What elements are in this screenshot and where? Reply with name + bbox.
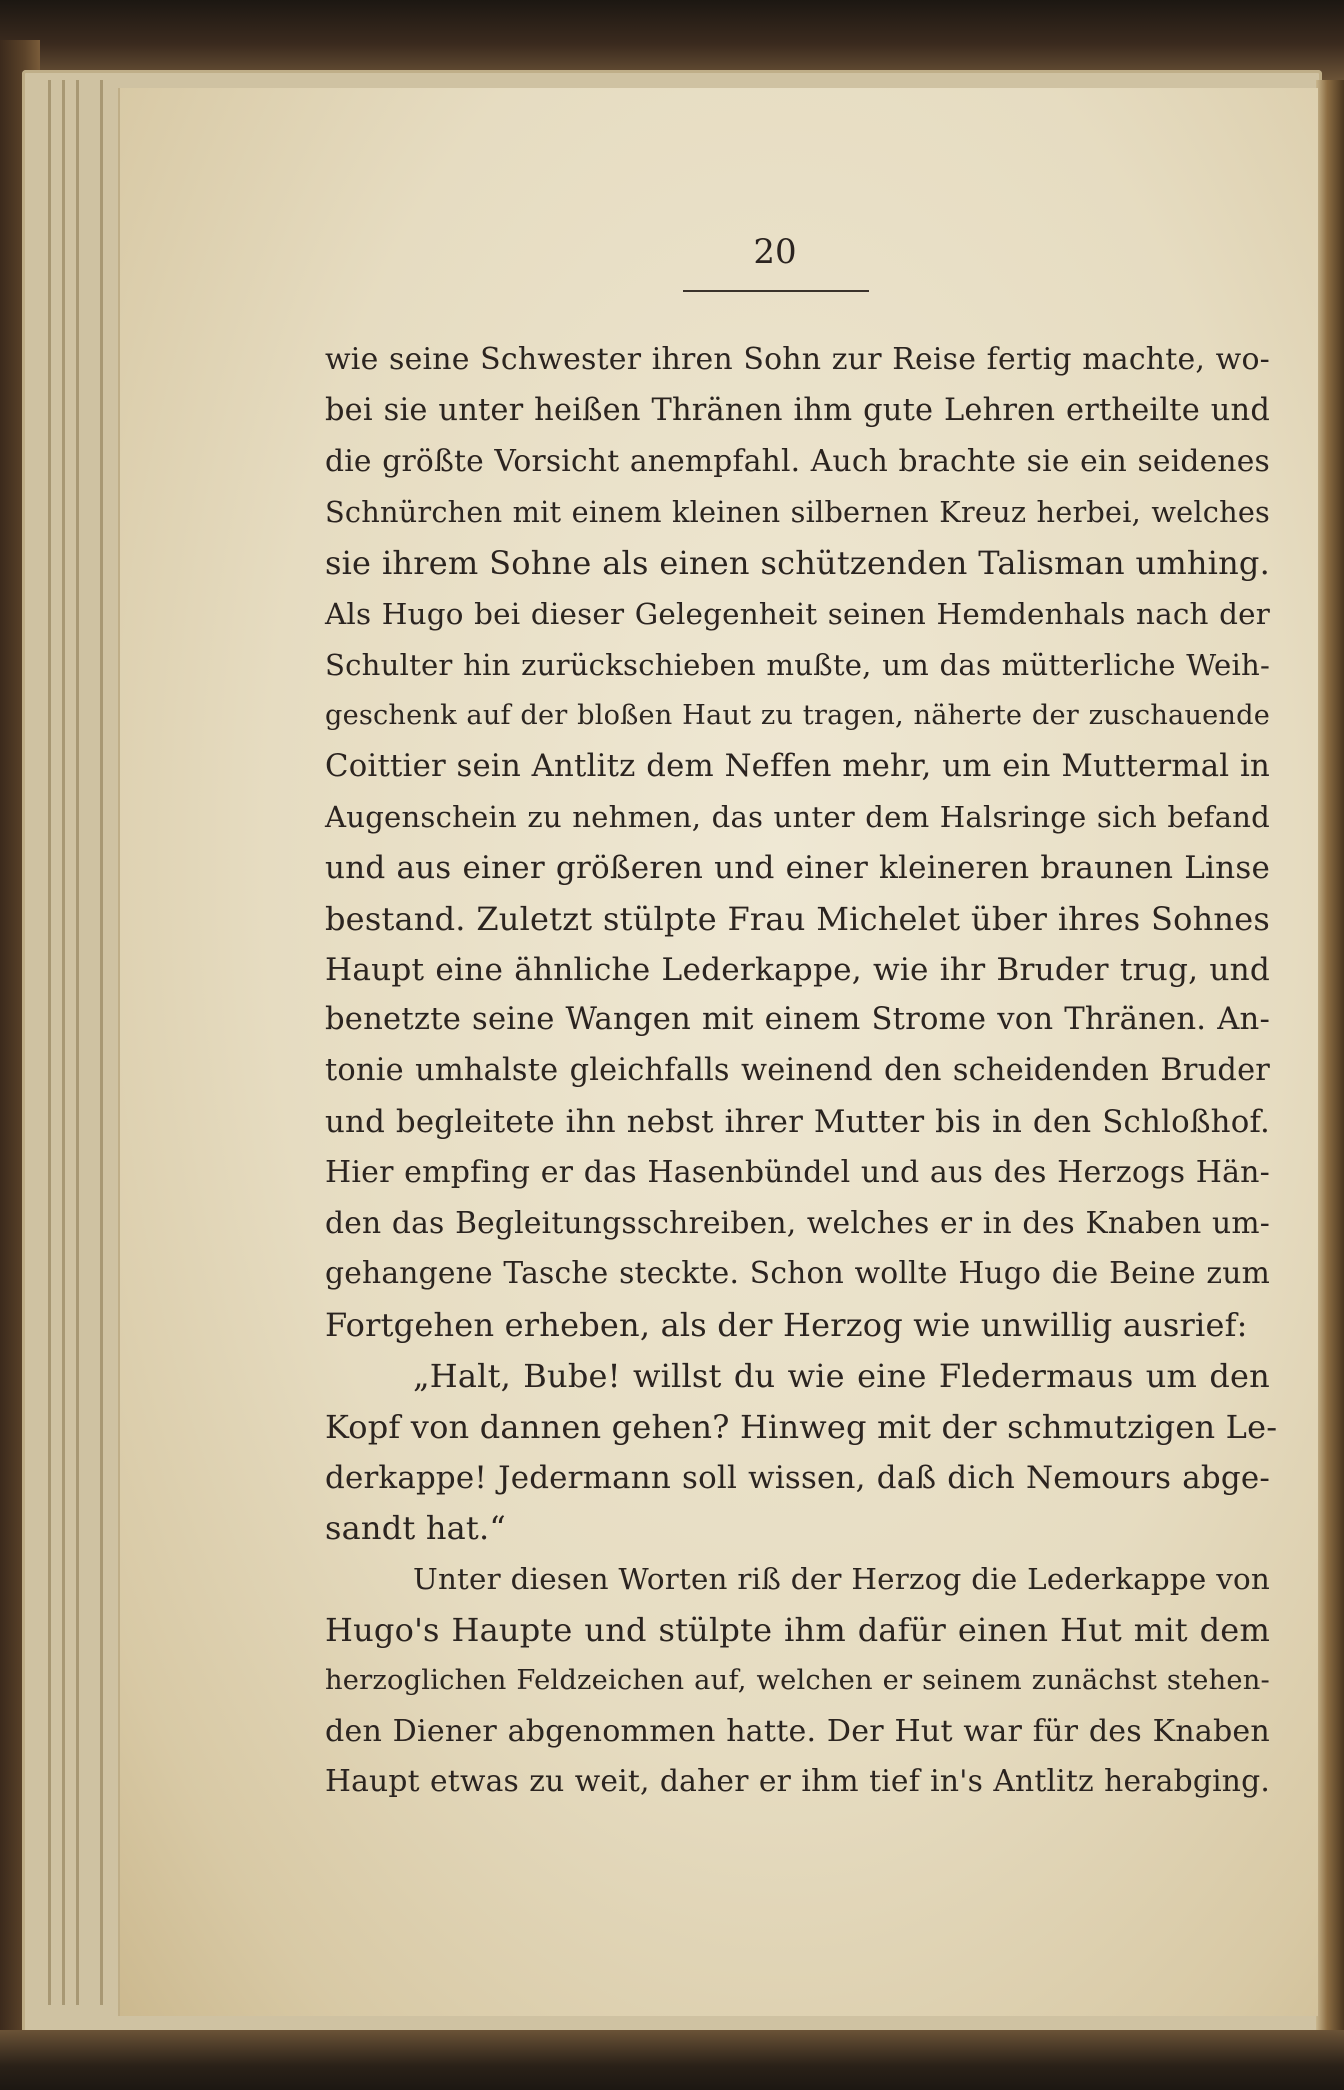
text-line: Als Hugo bei dieser Gelegenheit seinen Hemdenhals nach der	[325, 596, 1270, 631]
text-line: den Diener abgenommen hatte. Der Hut war für des Knaben	[325, 1713, 1270, 1749]
book-right-edge	[1316, 80, 1344, 2040]
text-line: die größte Vorsicht anempfahl. Auch brachte sie ein seidenes	[325, 443, 1270, 479]
text-line: Kopf von dannen gehen? Hinweg mit der schmutzigen Le-	[325, 1407, 1278, 1446]
page-stack-line	[100, 80, 103, 2005]
page-number: 20	[753, 232, 797, 272]
page-stack-line	[76, 80, 79, 2005]
text-line: Haupt eine ähnliche Lederkappe, wie ihr Bruder trug, und	[325, 951, 1270, 988]
text-line: und begleitete ihn nebst ihrer Mutter bis in den Schloßhof.	[325, 1103, 1270, 1140]
text-line: tonie umhalste gleichfalls weinend den scheidenden Bruder	[325, 1053, 1270, 1089]
text-line: derkappe! Jedermann soll wissen, daß dich Nemours abge-	[325, 1459, 1270, 1496]
text-line: herzoglichen Feldzeichen auf, welchen er seinem zunächst stehen-	[325, 1664, 1270, 1696]
text-line: benetzte seine Wangen mit einem Strome von Thränen. An-	[325, 1002, 1270, 1038]
text-line: geschenk auf der bloßen Haut zu tragen, näherte der zuschauende	[325, 699, 1270, 731]
text-line: Schnürchen mit einem kleinen silbernen Kreuz herbei, welches	[325, 495, 1270, 530]
text-line: Hugo's Haupte und stülpte ihm dafür einen Hut mit dem	[325, 1610, 1270, 1649]
book-top-edge	[0, 0, 1344, 80]
page-stack-line	[62, 80, 65, 2005]
text-line: sandt hat.“	[325, 1509, 506, 1548]
text-line: „Halt, Bube! willst du wie eine Fledermaus um den	[413, 1356, 1270, 1395]
book-bottom-edge	[0, 2030, 1344, 2090]
text-line: Unter diesen Worten riß der Herzog die Lederkappe von	[413, 1562, 1270, 1597]
text-line: wie seine Schwester ihren Sohn zur Reise fertig machte, wo-	[325, 342, 1270, 377]
text-line: Hier empfing er das Hasenbündel und aus des Herzogs Hän-	[325, 1154, 1270, 1190]
text-line: Augenschein zu nehmen, das unter dem Halsringe sich befand	[325, 800, 1270, 835]
text-line: Fortgehen erheben, als der Herzog wie unwillig ausrief:	[325, 1306, 1248, 1345]
text-line: gehangene Tasche steckte. Schon wollte Hugo die Beine zum	[325, 1256, 1270, 1292]
page-stack-line	[48, 80, 51, 2005]
text-line: sie ihrem Sohne als einen schützenden Talisman umhing.	[325, 544, 1270, 583]
text-line: und aus einer größeren und einer kleineren braunen Linse	[325, 849, 1270, 886]
text-line: den das Begleitungsschreiben, welches er in des Knaben um-	[325, 1205, 1270, 1241]
text-line: bestand. Zuletzt stülpte Frau Michelet über ihres Sohnes	[325, 899, 1270, 938]
text-line: Coittier sein Antlitz dem Neffen mehr, um ein Muttermal in	[325, 748, 1270, 785]
text-line: Haupt etwas zu weit, daher er ihm tief in's Antlitz herabging.	[325, 1764, 1270, 1800]
text-line: Schulter hin zurückschieben mußte, um das mütterliche Weih-	[325, 647, 1270, 682]
text-line: bei sie unter heißen Thränen ihm gute Lehren ertheilte und	[325, 392, 1270, 428]
header-rule	[683, 290, 869, 292]
body-text	[325, 335, 1278, 1808]
